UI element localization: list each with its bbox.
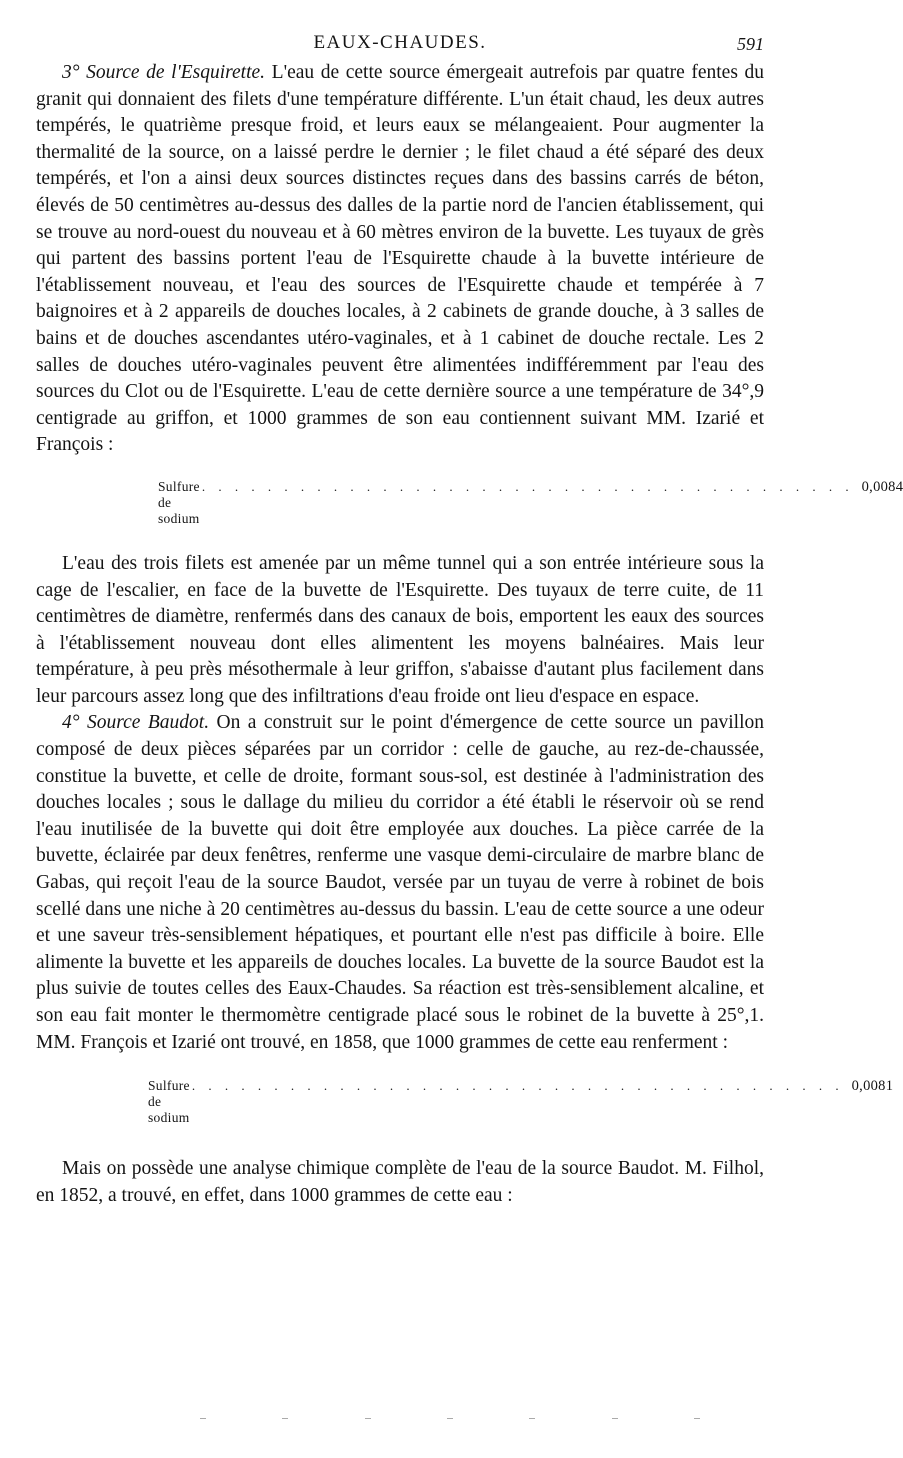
paragraph-text: On a construit sur le point d'émergence de cette source un pavillon composé de deux pièces séparées par un corridor : celle de gauche, au rez-de-chaussée, constitue la buvette, et celle de droite, formant sous-sol, est destinée à l'administration des douches locales ; sous le dallage du milieu du corridor a été établi le réservoir où se rend l'eau inutilisée de la buvette qui doit être employée aux douches. La pièce carrée de la buvette, éclairée par deux fenêtres, renferme une vasque demi-circulaire de marbre blanc de Gabas, qui reçoit l'eau de la source Baudot, versée par un tuyau de verre à robinet de bois scellé dans une niche à 20 centimètres au-dessus du bassin. L'eau de cette source a une odeur et une saveur très-sensiblement hépatiques, et pourtant elle n'est pas difficile à boire. Elle alimente la buvette et les appareils de douches locales. La buvette de la source Baudot est la plus suivie de toutes celles des Eaux-Chaudes. Sa réaction est très-sensiblement alcaline, et son eau fait monter le thermomètre centigrade placé sous le robinet de la buvette à 25°,1. MM. François et Izarié ont trouvé, en 1858, que 1000 grammes de cette eau renferment : (36, 712, 764, 1053)
footer-marks (200, 1418, 700, 1422)
leader-dots: . . . . . . . . . . . . . . . . . . . . . . . . . . . . . . . . . . . . . . . . (201, 478, 854, 494)
paragraph-filhol-analysis: Mais on possède une analyse chimique complète de l'eau de la source Baudot. M. Filhol, en 1852, a trouvé, en effet, dans 1000 grammes de cette eau : (36, 1158, 764, 1206)
body-text (36, 60, 903, 1209)
paragraph-text: L'eau de cette source émergeait autrefois par quatre fentes du granit qui donnaient des filets d'une température différente. L'un était chaud, les deux autres tempérés, le quatrième presque froid, et leurs eaux se mélangeaient. Pour augmenter la thermalité de la source, on a laissé perdre le dernier ; le filet chaud a été séparé des deux tempérés, et l'on a ainsi deux sources distinctes reçues dans des bassins carrés de béton, élevés de 50 centimètres au-dessus des dalles de la partie nord de l'ancien établissement, qui se trouve au nord-ouest du nouveau et à 60 mètres environ de la buvette. Les tuyaux de grès qui partent des bassins portent l'eau de l'Esquirette chaude à la buvette intérieure de l'établissement nouveau, et l'eau des sources de l'Esquirette chaude et tempérée à 7 baignoires et à 2 appareils de douches locales, à 2 cabinets de grande douche, à 3 salles de bains et de douches ascendantes utéro-vaginales, et à 1 cabinet de douche rectale. Les 2 salles de douches utéro-vaginales peuvent être alimentées indifféremment par l'eau des sources du Clot ou de l'Esquirette. L'eau de cette dernière source a une température de 34°,9 centigrade au griffon, et 1000 grammes de son eau contiennent suivant MM. Izarié et François : (36, 62, 764, 456)
section-lead: 4° Source Baudot. (62, 712, 210, 734)
paragraph-source-baudot (36, 710, 764, 1056)
page-header (36, 30, 764, 56)
page-number: 591 (737, 34, 764, 54)
analysis-label: Sulfure de sodium (158, 478, 200, 526)
section-lead: 3° Source de l'Esquirette. (62, 62, 266, 83)
analysis-line (158, 478, 903, 527)
paragraph-tunnel: L'eau des trois filets est amenée par un même tunnel qui a son entrée intérieure sous la cage de l'escalier, en face de la buvette de l'Esquirette. Des tuyaux de terre cuite, de 11 centimètres de diamètre, renfermés dans des canaux de bois, emportent les eaux des sources à l'établissement nouveau dont elles alimentent les moyens balnéaires. Mais leur température, à peu près mésothermale à leur griffon, s'abaisse d'autant plus facilement dans leur parcours assez long que des infiltrations d'eau froide ont lieu d'espace en espace. (36, 552, 764, 707)
leader-dots: . . . . . . . . . . . . . . . . . . . . . . . . . . . . . . . . . . . . . . . . (191, 1078, 844, 1094)
analysis-label: Sulfure de sodium (148, 1078, 190, 1126)
analysis-line (148, 1078, 894, 1126)
paragraph-source-esquirette (36, 60, 764, 459)
running-title: EAUX-CHAUDES. (313, 32, 487, 53)
analysis-value: 0,0084 (861, 478, 903, 495)
analysis-value: 0,0081 (851, 1078, 894, 1095)
